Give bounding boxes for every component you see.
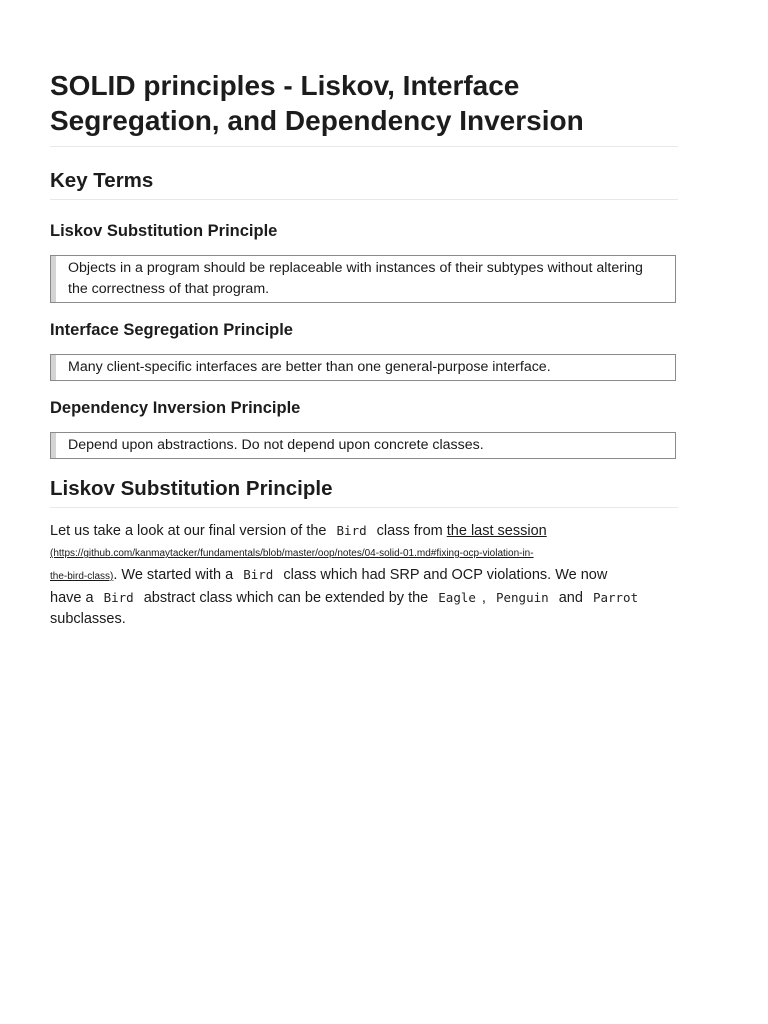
- text-fragment: Let us take a look at our final version of the: [50, 523, 327, 539]
- last-session-link[interactable]: the last session: [446, 523, 547, 539]
- code-bird: Bird: [336, 523, 367, 538]
- code-bird: Bird: [103, 590, 134, 605]
- paragraph-line: [50, 542, 678, 564]
- term-heading-liskov: Liskov Substitution Principle: [50, 222, 278, 240]
- lsp-section-heading: Liskov Substitution Principle: [50, 477, 333, 500]
- text-fragment: and: [558, 590, 583, 606]
- term-heading-dependency-inversion: Dependency Inversion Principle: [50, 399, 301, 417]
- last-session-url-continued[interactable]: the-bird-class): [50, 571, 114, 582]
- page-title: SOLID principles - Liskov, Interface Segregation, and Dependency Inversion: [50, 70, 584, 136]
- definition-text: Many client-specific interfaces are better than one general-purpose interface.: [68, 359, 551, 375]
- paragraph-line: [50, 587, 678, 609]
- lsp-section-divider: [50, 507, 678, 508]
- title-divider: [50, 146, 678, 147]
- paragraph-line: [50, 609, 678, 630]
- text-fragment: . We started with a: [113, 567, 234, 583]
- text-fragment: class which had SRP and OCP violations. We now: [283, 567, 608, 583]
- text-fragment: abstract class which can be extended by the: [143, 590, 429, 606]
- code-bird: Bird: [243, 567, 274, 582]
- lsp-paragraph: [50, 520, 678, 630]
- text-fragment: ,: [481, 590, 486, 606]
- term-heading-interface-segregation: Interface Segregation Principle: [50, 321, 293, 339]
- code-eagle: Eagle: [438, 590, 476, 605]
- key-terms-heading: Key Terms: [50, 169, 154, 192]
- code-penguin: Penguin: [495, 590, 549, 605]
- term-definition-dependency-inversion: [50, 432, 676, 459]
- code-parrot: Parrot: [592, 590, 639, 605]
- blockquote-bar: [51, 256, 56, 302]
- blockquote-bar: [51, 355, 56, 380]
- key-terms-divider: [50, 199, 678, 200]
- term-definition-liskov: [50, 255, 676, 303]
- term-definition-interface-segregation: [50, 354, 676, 381]
- definition-text: Depend upon abstractions. Do not depend upon concrete classes.: [68, 437, 484, 453]
- paragraph-line: [50, 564, 678, 587]
- text-fragment: subclasses.: [50, 611, 126, 627]
- definition-text: Objects in a program should be replaceable with instances of their subtypes without altering the correctness of that program.: [68, 260, 643, 297]
- paragraph-line: [50, 520, 678, 542]
- last-session-url[interactable]: (https://github.com/kanmaytacker/fundamentals/blob/master/oop/notes/04-solid-01.md#fixing-ocp-violation-in-: [50, 548, 534, 559]
- text-fragment: have a: [50, 590, 94, 606]
- text-fragment: class from: [376, 523, 443, 539]
- blockquote-bar: [51, 433, 56, 458]
